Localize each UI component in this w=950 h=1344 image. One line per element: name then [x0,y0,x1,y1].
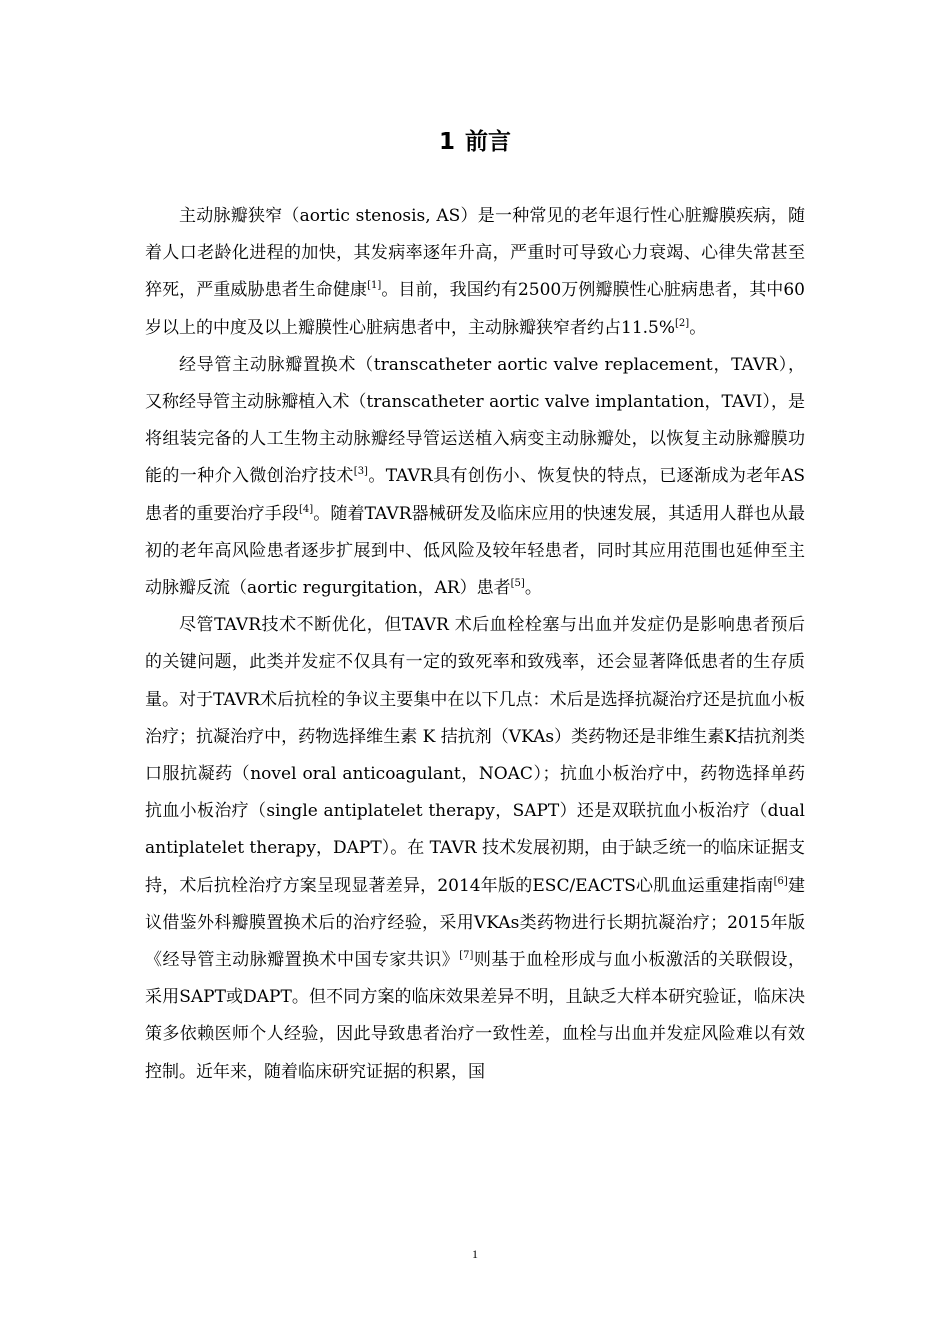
citation-marker: [5] [510,578,525,590]
citation-marker: [4] [298,503,314,515]
body-text [145,198,805,1091]
citation-marker: [7] [459,950,474,962]
text-run: 建议借鉴外科瓣膜置换术后的治疗经验，采用VKAs类药物进行长期抗凝治疗；2015年版《经导管主动脉瓣置换术中国专家共识》 [145,875,806,971]
text-run: 尽管TAVR技术不断优化，但TAVR 术后血栓栓塞与出血并发症仍是影响患者预后的关键问题，此类并发症不仅具有一定的致死率和致残率，还会显著降低患者的生存质量。对于TAVR术后抗栓的争议主要集中在以下几点：术后是选择抗凝治疗还是抗血小板治疗；抗凝治疗中，药物选择维生素 K 拮抗剂（VKAs）类药物还是非维生素K拮抗剂类口服抗凝药（novel oral anticoagulant，NOAC）；抗血小板治疗中，药物选择单药抗血小板治疗（single antiplatelet therapy，SAPT）还是双联抗血小板治疗（dual antiplatelet therapy，DAPT）。在 TAVR 技术发展初期，由于缺乏统一的临床证据支持，术后抗栓治疗方案呈现显著差异，2014年版的ESC/EACTS心肌血运重建指南 [145,615,805,896]
text-run: 。TAVR具有创伤小、恢复快的特点，已逐渐成为老年AS患者的重要治疗手段 [145,466,805,524]
text-run: 。目前，我国约有2500万例瓣膜性心脏病患者，其中60岁以上的中度及以上瓣膜性心脏病患者中，主动脉瓣狭窄者约占11.5% [145,280,805,338]
text-run: 。 [689,317,707,338]
paragraph [145,347,805,607]
citation-marker: [2] [675,317,690,329]
text-run: 。随着TAVR器械研发及临床应用的快速发展，其适用人群也从最初的老年高风险患者逐步扩展到中、低风险及较年轻患者，同时其应用范围也延伸至主动脉瓣反流（aortic regurgitation，AR）患者 [145,503,806,599]
citation-marker: [3] [353,466,368,478]
text-run: 经导管主动脉瓣置换术（transcatheter aortic valve replacement，TAVR），又称经导管主动脉瓣植入术（transcatheter aortic valve implantation，TAVI），是将组装完备的人工生物主动脉瓣经导管运送植入病变主动脉瓣处，以恢复主动脉瓣膜功能的一种介入微创治疗技术 [145,354,805,487]
paragraph [145,198,805,347]
citation-marker: [6] [773,875,788,887]
section-title: 前言 [465,129,511,155]
text-run: 主动脉瓣狭窄（aortic stenosis, AS）是一种常见的老年退行性心脏瓣膜疾病，随着人口老龄化进程的加快，其发病率逐年升高，严重时可导致心力衰竭、心律失常甚至猝死，严重威胁患者生命健康 [145,206,805,301]
text-run: 。 [524,578,542,599]
citation-marker: [1] [367,280,382,292]
section-number: 1 [438,129,455,155]
section-heading [0,125,950,159]
paragraph [145,607,805,1091]
page-number: 1 [472,1247,478,1261]
text-run: 则基于血栓形成与血小板激活的关联假设，采用SAPT或DAPT。但不同方案的临床效果差异不明，且缺乏大样本研究验证，临床决策多依赖医师个人经验，因此导致患者治疗一致性差，血栓与出血并发症风险难以有效控制。近年来，随着临床研究证据的积累，国 [145,950,806,1082]
